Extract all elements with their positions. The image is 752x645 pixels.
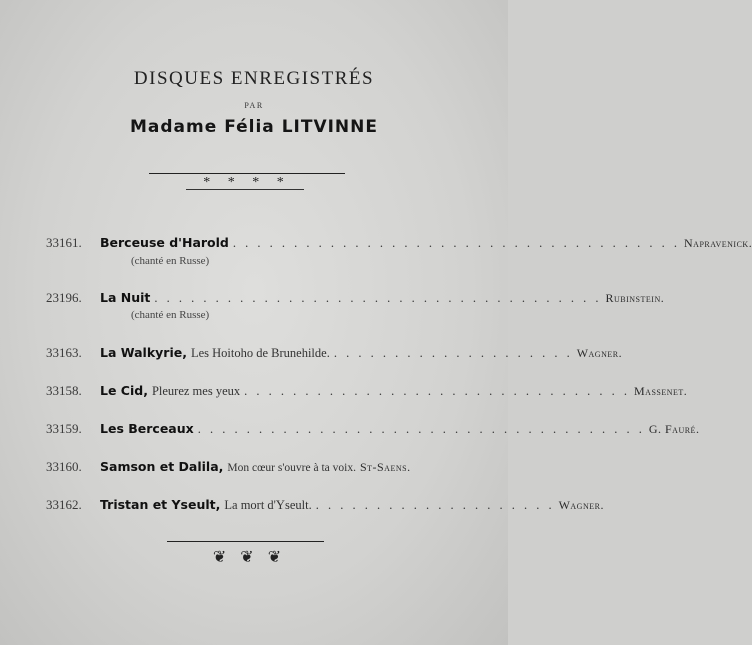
record-title: Les Berceaux: [100, 421, 194, 436]
page-title: DISQUES ENREGISTRÉS: [133, 68, 375, 89]
leader-dots: . . . . . . . . . . . . . . . . . . . . . . . . . . . . . . . . . . . . .: [154, 291, 602, 305]
record-number: 33158.: [46, 383, 82, 398]
top-rule: [149, 173, 345, 174]
record-entry: [0, 497, 604, 515]
record-number: 33162.: [46, 497, 82, 512]
record-note: (chanté en Russe): [131, 255, 210, 267]
record-entry: [0, 290, 665, 308]
floral-ornament-icon: ❦❦❦: [212, 549, 296, 566]
record-title: Samson et Dalila,: [100, 459, 224, 474]
record-composer: Massenet.: [634, 384, 688, 398]
record-number: 33163.: [46, 345, 82, 360]
star-ornament: * * * *: [203, 175, 291, 190]
record-title: Berceuse d'Harold: [100, 235, 229, 250]
leader-dots: . . . . . . . . . . . . . . . . . . . . . . . . . . . . . . . .: [244, 384, 630, 398]
record-title: La Walkyrie,: [100, 345, 187, 360]
record-title: La Nuit: [100, 290, 151, 305]
leader-dots: . . . . . . . . . . . . . . . . . . . . . . . . . . . . . . . . . . . . .: [197, 422, 645, 436]
record-number: 33159.: [46, 421, 82, 436]
star-underline: [186, 189, 304, 190]
leader-dots: . . . . . . . . . . . . . . . . . . . . . . . . . . . . . . . . . . . . .: [232, 236, 681, 250]
record-subtitle: Les Hoitoho de Brunehilde.: [190, 346, 330, 360]
record-subtitle: La mort d'Yseult.: [224, 498, 312, 512]
record-composer: Wagner.: [558, 498, 604, 512]
record-subtitle: Pleurez mes yeux: [151, 384, 241, 398]
record-entry: [0, 421, 700, 439]
bottom-rule: [167, 541, 324, 542]
record-composer: Rubinstein.: [605, 291, 665, 305]
record-number: 33161.: [46, 235, 82, 250]
record-composer: St-Saens.: [359, 460, 411, 474]
record-composer: G. Fauré.: [648, 422, 700, 436]
artist-name: Madame Félia LITVINNE: [130, 117, 378, 137]
record-note: (chanté en Russe): [131, 309, 210, 321]
record-entry: [0, 235, 752, 253]
record-entry: [0, 383, 688, 401]
record-composer: Wagner.: [576, 346, 623, 360]
leader-dots: . . . . . . . . . . . . . . . . . . . .: [315, 498, 555, 512]
record-entry: [0, 459, 508, 477]
record-title: Tristan et Yseult,: [100, 497, 221, 512]
par-label: PAR: [244, 101, 264, 110]
record-entry: [0, 345, 623, 363]
record-subtitle: Mon cœur s'ouvre à ta voix.: [227, 462, 356, 474]
record-title: Le Cid,: [100, 383, 148, 398]
record-composer: Napravenick.: [684, 236, 752, 250]
record-number: 23196.: [46, 290, 82, 305]
leader-dots: . . . . . . . . . . . . . . . . . . . .: [333, 346, 573, 360]
record-number: 33160.: [46, 459, 82, 474]
